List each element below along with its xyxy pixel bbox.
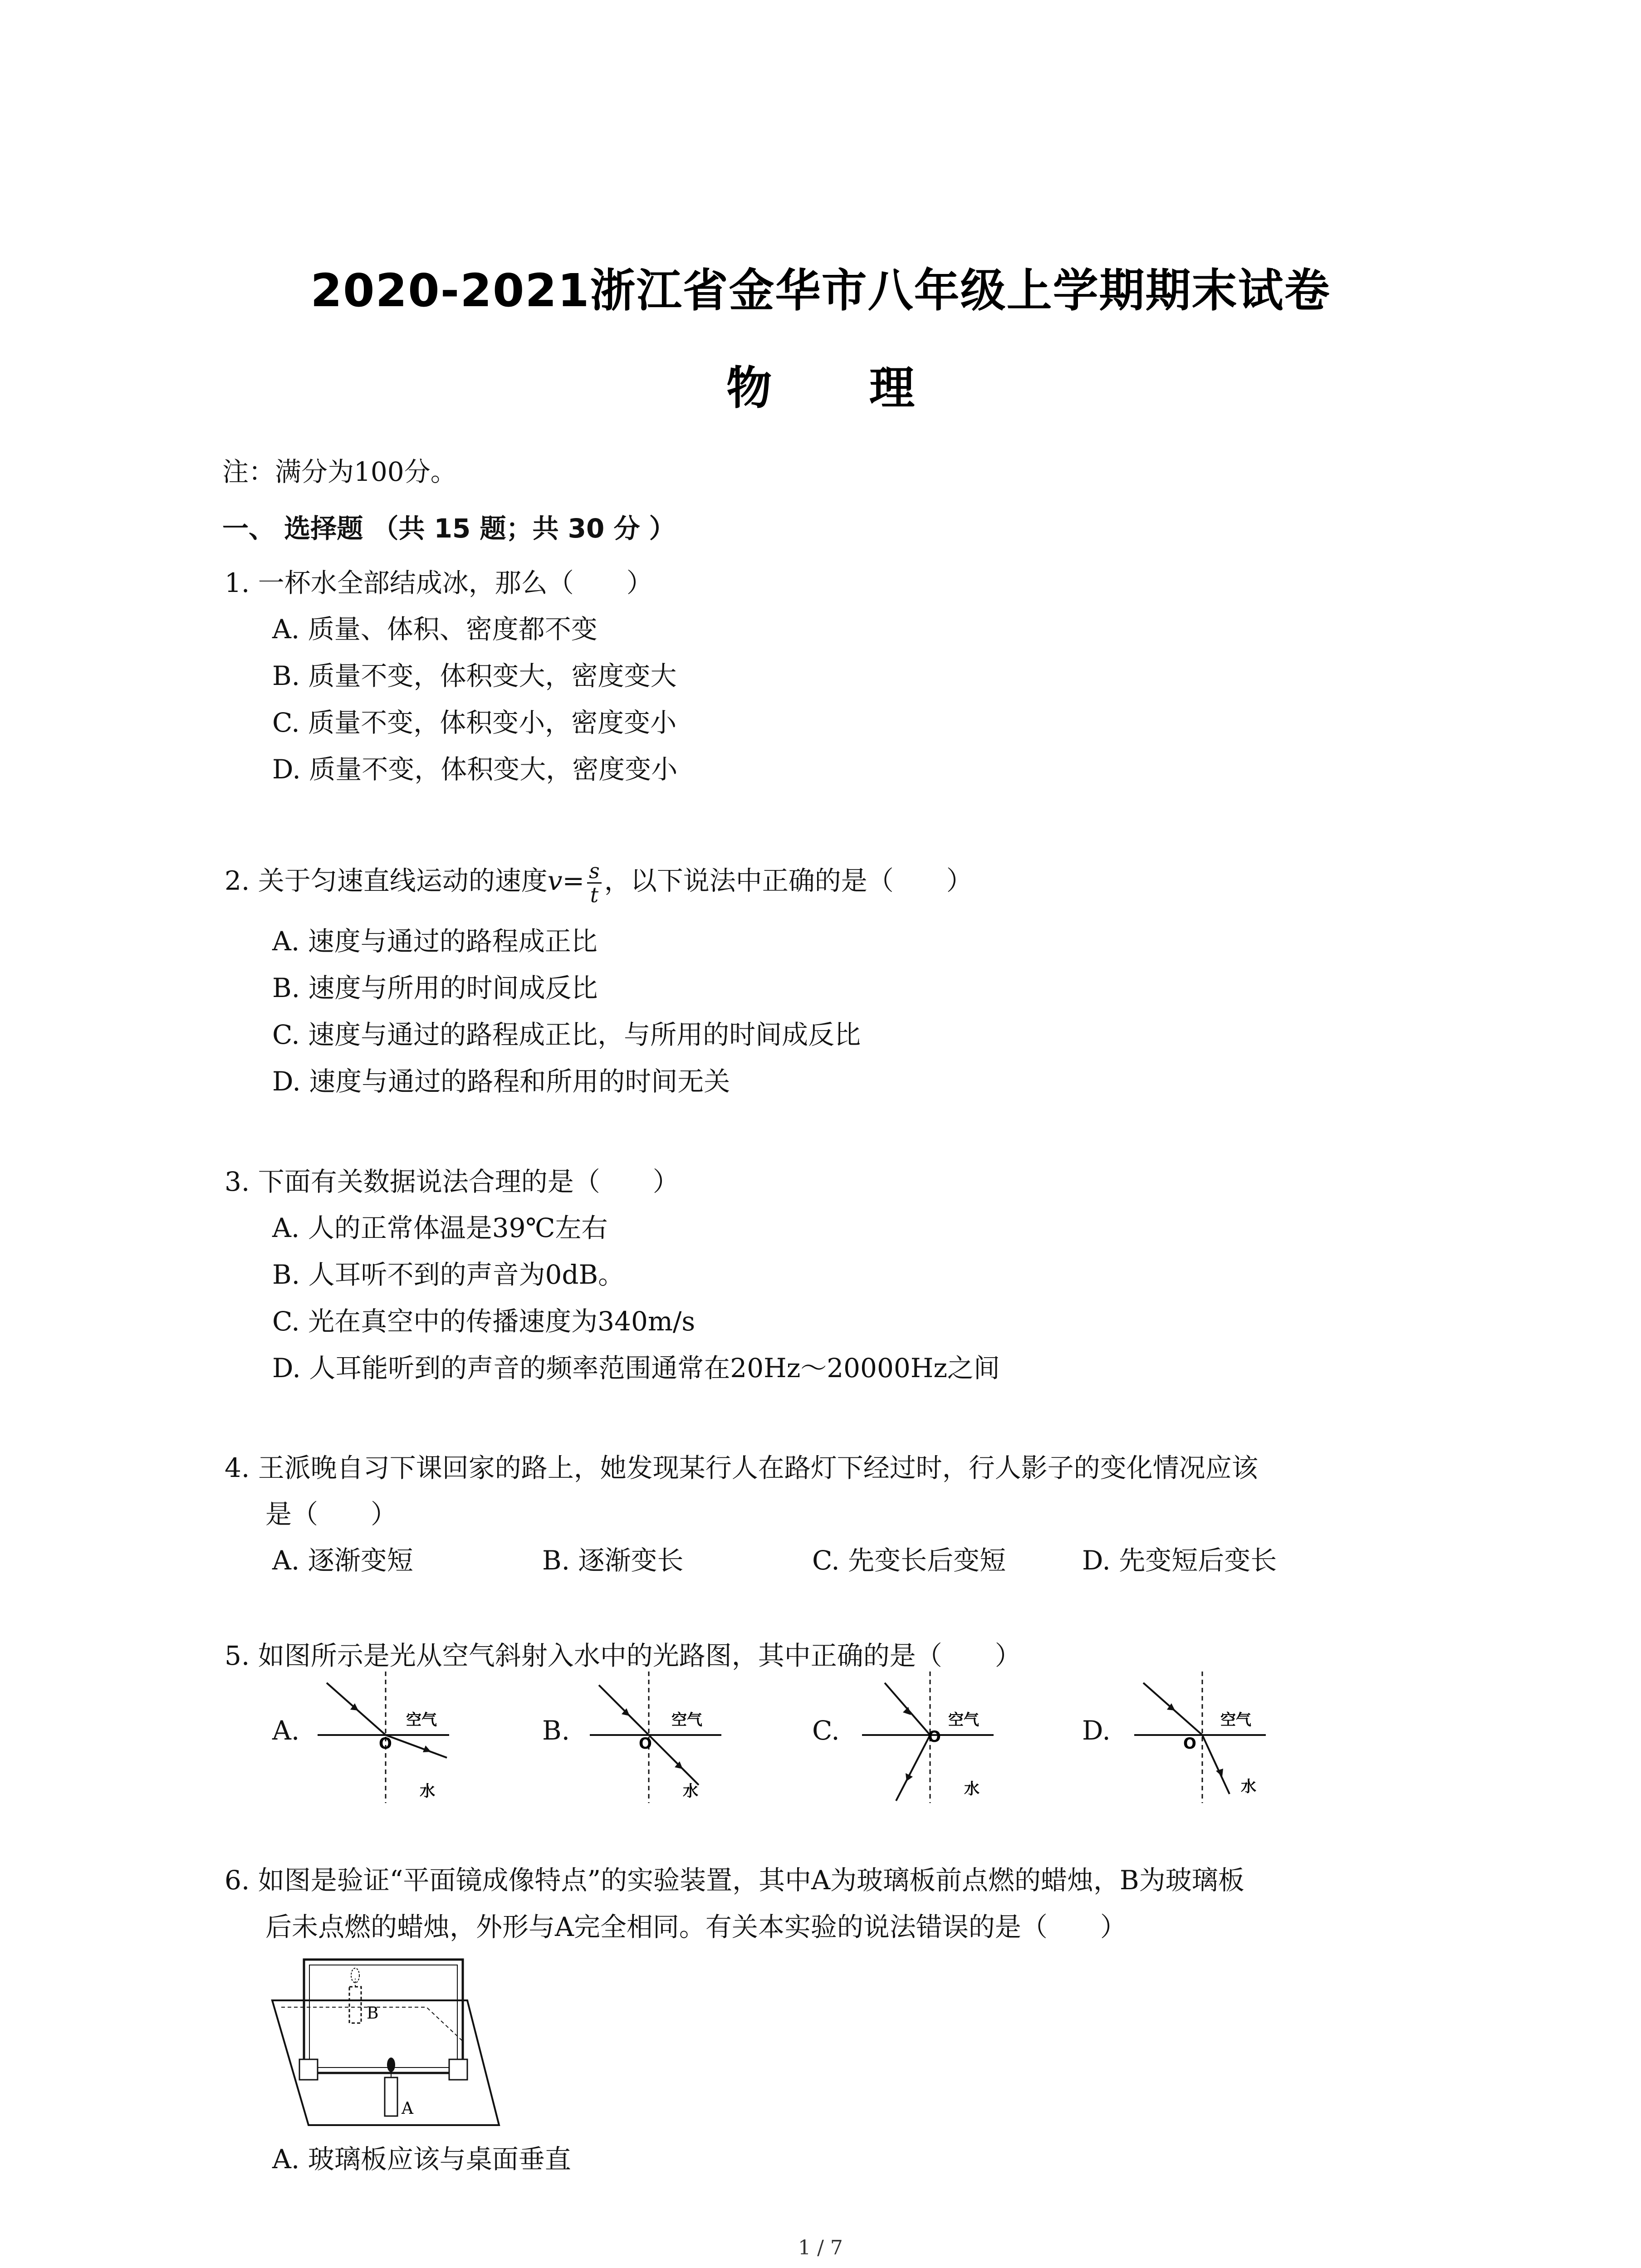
- page-number: 1 / 7: [798, 2236, 843, 2259]
- question-4-option-d: D. 先变短后变长: [1082, 1545, 1277, 1576]
- question-5-option-d-label: D.: [1082, 1715, 1111, 1746]
- speed-formula-fraction: [587, 860, 602, 906]
- question-2-stem-start: 2. 关于匀速直线运动的速度: [225, 865, 548, 896]
- origin-label: O: [639, 1735, 652, 1753]
- exam-title: 2020-2021浙江省金华市八年级上学期期末试卷: [310, 264, 1331, 317]
- section-heading: 一、 选择题 （共 15 题；共 30 分 ）: [222, 513, 676, 544]
- water-label: 水: [420, 1782, 435, 1800]
- question-5-option-b-label: B.: [542, 1715, 570, 1746]
- candle-a-flame-icon: [387, 2058, 395, 2072]
- left-stand: [299, 2059, 318, 2080]
- velocity-symbol: v=: [547, 865, 585, 896]
- question-5-diagram-b: [581, 1672, 744, 1808]
- question-5-diagram-c: [853, 1672, 1016, 1808]
- fraction-denominator: t: [590, 883, 599, 907]
- question-6-option-a: A. 玻璃板应该与桌面垂直: [272, 2144, 571, 2175]
- question-4-option-c: C. 先变长后变短: [812, 1545, 1006, 1576]
- score-note: 注：满分为100分。: [222, 456, 457, 487]
- question-5-stem: 5. 如图所示是光从空气斜射入水中的光路图，其中正确的是（ ）: [225, 1640, 1021, 1671]
- air-label: 空气: [671, 1711, 702, 1729]
- refracted-ray: [386, 1735, 447, 1758]
- water-label: 水: [1241, 1778, 1256, 1796]
- candle-a: [385, 2077, 397, 2116]
- mirror-experiment-diagram: [263, 1950, 508, 2132]
- origin-label: O: [379, 1735, 392, 1753]
- refracted-ray: [649, 1735, 699, 1785]
- question-4-option-b: B. 逐渐变长: [542, 1545, 684, 1576]
- question-3-option-d: D. 人耳能听到的声音的频率范围通常在20Hz～20000Hz之间: [272, 1353, 1000, 1383]
- air-label: 空气: [948, 1711, 979, 1729]
- question-1-option-a: A. 质量、体积、密度都不变: [272, 614, 598, 645]
- question-3-option-c: C. 光在真空中的传播速度为340m/s: [272, 1306, 696, 1337]
- glass-plate-frame: [304, 1960, 463, 2073]
- refracted-ray: [1202, 1735, 1230, 1794]
- question-2-stem-end: ，以下说法中正确的是（ ）: [604, 865, 973, 896]
- candle-a-label: A: [402, 2099, 413, 2118]
- question-2-option-b: B. 速度与所用的时间成反比: [272, 973, 598, 1003]
- question-5-diagram-d: [1125, 1672, 1288, 1808]
- question-4-stem-line-1: 4. 王派晚自习下课回家的路上，她发现某行人在路灯下经过时，行人影子的变化情况应该: [225, 1452, 1258, 1483]
- question-4-option-a: A. 逐渐变短: [272, 1545, 413, 1576]
- candle-b-label: B: [367, 2004, 379, 2023]
- candle-b-flame-icon: [351, 1968, 359, 1983]
- question-2-option-a: A. 速度与通过的路程成正比: [272, 926, 598, 957]
- question-5-option-a-label: A.: [272, 1715, 300, 1746]
- question-1-option-b: B. 质量不变，体积变大，密度变大: [272, 660, 677, 691]
- air-label: 空气: [1220, 1711, 1251, 1729]
- water-label: 水: [964, 1780, 980, 1798]
- question-1-option-c: C. 质量不变，体积变小，密度变小: [272, 707, 677, 738]
- air-label: 空气: [406, 1711, 437, 1729]
- origin-label: O: [928, 1728, 941, 1746]
- water-label: 水: [683, 1782, 698, 1800]
- right-stand: [449, 2059, 467, 2080]
- question-1-option-d: D. 质量不变，体积变大，密度变小: [272, 754, 678, 785]
- question-1-stem: 1. 一杯水全部结成冰，那么（ ）: [225, 567, 653, 598]
- glass-plate: [309, 1965, 457, 2068]
- subject-title: 物 理: [726, 362, 955, 415]
- question-6-stem-line-1: 6. 如图是验证“平面镜成像特点”的实验装置，其中A为玻璃板前点燃的蜡烛，B为玻璃板: [225, 1865, 1244, 1896]
- origin-label: O: [1183, 1735, 1196, 1753]
- question-6-stem-line-2: 后未点燃的蜡烛，外形与A完全相同。有关本实验的说法错误的是（ ）: [265, 1911, 1127, 1942]
- question-5-option-c-label: C.: [812, 1715, 840, 1746]
- question-2-option-d: D. 速度与通过的路程和所用的时间无关: [272, 1066, 730, 1097]
- refracted-ray: [896, 1735, 930, 1801]
- question-2-option-c: C. 速度与通过的路程成正比，与所用的时间成反比: [272, 1019, 861, 1050]
- question-4-stem-line-2: 是（ ）: [265, 1499, 397, 1530]
- incident-ray: [599, 1685, 649, 1735]
- fraction-numerator: s: [587, 860, 602, 884]
- question-3-option-a: A. 人的正常体温是39℃左右: [272, 1212, 608, 1243]
- question-3-stem: 3. 下面有关数据说法合理的是（ ）: [225, 1166, 679, 1197]
- candle-b: [349, 1987, 361, 2023]
- question-5-diagram-a: [309, 1672, 472, 1808]
- question-3-option-b: B. 人耳听不到的声音为0dB。: [272, 1259, 625, 1290]
- question-2-stem: [225, 860, 973, 906]
- refracted-arrow-icon: [1216, 1769, 1223, 1777]
